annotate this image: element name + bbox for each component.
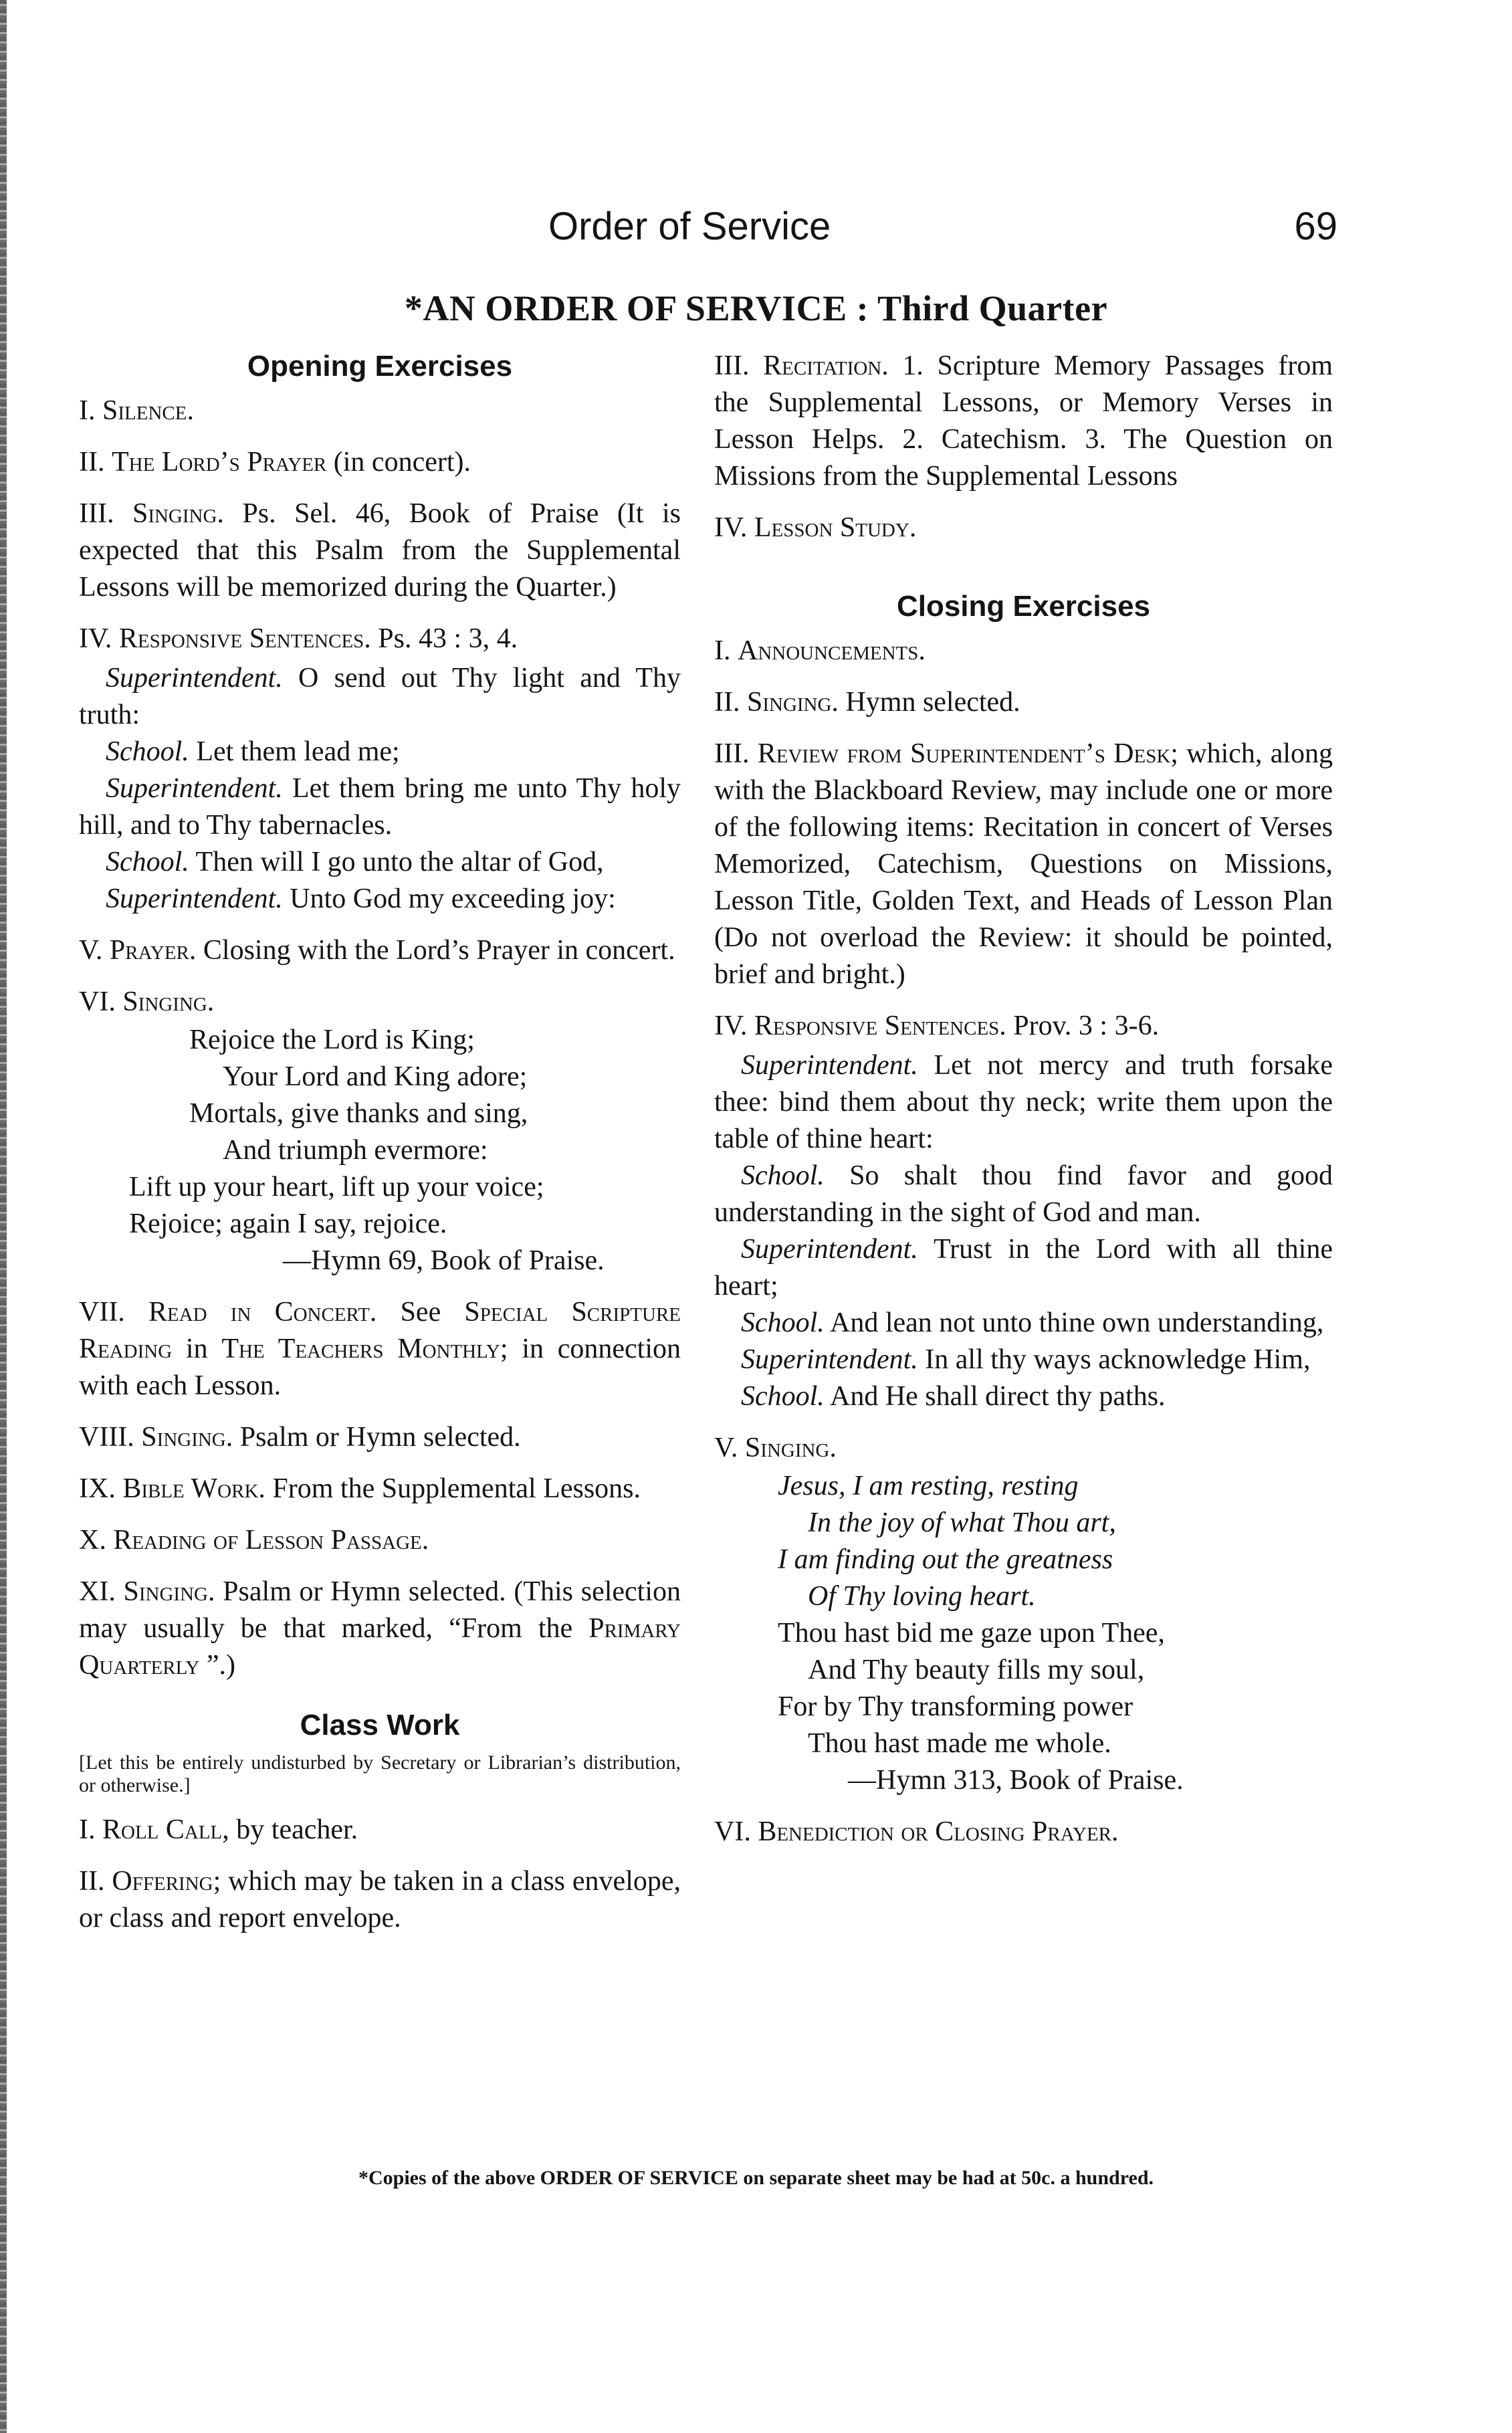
hymn-line: Jesus, I am resting, resting — [778, 1471, 1079, 1501]
closing-item-1: I. Announcements. — [714, 635, 926, 666]
closing-item-6: VI. Benediction or Closing Prayer. — [714, 1816, 1119, 1847]
opening-item-11: XI. Singing. Psalm or Hymn selected. (This selection may usually be that marked, “From the Primary Quarterly ”.) — [79, 1576, 681, 1681]
responsive-line: Superintendent. Trust in the Lord with all thine heart; — [714, 1234, 1333, 1301]
responsive-line: School. And He shall direct thy paths. — [741, 1381, 1166, 1412]
binding-edge — [0, 0, 7, 2433]
hymn-line: Thou hast made me whole. — [808, 1728, 1111, 1759]
hymn-line: Thou hast bid me gaze upon Thee, — [778, 1618, 1165, 1649]
opening-item-10: X. Reading of Lesson Passage. — [79, 1525, 429, 1556]
opening-item-2: II. The Lord’s Prayer (in concert). — [79, 447, 471, 478]
page-title: *AN ORDER OF SERVICE : Third Quarter — [404, 288, 1108, 328]
footnote: *Copies of the above ORDER OF SERVICE on separate sheet may be had at 50c. a hundred. — [358, 2167, 1154, 2189]
hymn-line: And triumph evermore: — [223, 1135, 488, 1166]
hymn-line: Lift up your heart, lift up your voice; — [129, 1172, 544, 1202]
hymn-line: Your Lord and King adore; — [223, 1061, 528, 1092]
hymn-citation: —Hymn 69, Book of Praise. — [283, 1245, 605, 1276]
lesson-study-item: IV. Lesson Study. — [714, 512, 917, 543]
hymn-line: For by Thy transforming power — [778, 1691, 1133, 1722]
closing-item-4: IV. Responsive Sentences. Prov. 3 : 3-6. — [714, 1011, 1160, 1041]
class-work-note: [Let this be entirely undisturbed by Secretary or Librarian’s distribution, or otherwise.] — [79, 1752, 681, 1796]
recitation-item: III. Recitation. 1. Scripture Memory Passages from the Supplemental Lessons, or Memory Verses in Lesson Helps. 2. Catechism. 3. The Question on Missions from the Supplemental Lessons — [714, 350, 1333, 492]
responsive-line: Superintendent. In all thy ways acknowledge Him, — [741, 1344, 1311, 1375]
opening-item-3: III. Singing. Ps. Sel. 46, Book of Praise (It is expected that this Psalm from the Supplemental Lessons will be memorized during the Quarter.) — [79, 498, 681, 603]
responsive-line: Superintendent. Let not mercy and truth forsake thee: bind them about thy neck; write them upon the table of thine heart: — [714, 1050, 1333, 1154]
responsive-line: Superintendent. Unto God my exceeding joy: — [106, 883, 616, 914]
closing-item-3: III. Review from Superintendent’s Desk; which, along with the Blackboard Review, may include one or more of the following items: Recitation in concert of Verses Memorized, Catechism, Questions on Missions, Lesson Title, Golden Text, and Heads of Lesson Plan (Do not overload the Review: it should be pointed, brief and bright.) — [714, 738, 1333, 990]
page-number: 69 — [1294, 205, 1337, 248]
responsive-line: Superintendent. Let them bring me unto Thy holy hill, and to Thy tabernacles. — [79, 773, 681, 841]
opening-item-8: VIII. Singing. Psalm or Hymn selected. — [79, 1422, 521, 1453]
closing-hymn — [714, 1468, 1333, 1799]
opening-item-1: I. Silence. — [79, 395, 194, 426]
responsive-line: School. Then will I go unto the altar of God, — [106, 847, 604, 877]
responsive-line: Superintendent. O send out Thy light and Thy truth: — [79, 663, 681, 730]
right-column — [714, 348, 1333, 1865]
hymn-line: And Thy beauty fills my soul, — [808, 1655, 1145, 1685]
closing-item-2: II. Singing. Hymn selected. — [714, 687, 1020, 718]
opening-item-9: IX. Bible Work. From the Supplemental Lessons. — [79, 1473, 641, 1504]
class-work-heading: Class Work — [300, 1709, 460, 1741]
class-work-item-1: I. Roll Call, by teacher. — [79, 1814, 358, 1845]
running-header — [548, 204, 1337, 257]
hymn-line: In the joy of what Thou art, — [808, 1507, 1116, 1538]
opening-responsive-sentences — [79, 660, 681, 918]
opening-hymn — [79, 1022, 681, 1279]
closing-exercises-heading: Closing Exercises — [896, 590, 1151, 623]
opening-item-4: IV. Responsive Sentences. Ps. 43 : 3, 4. — [79, 623, 518, 654]
responsive-line: School. And lean not unto thine own understanding, — [741, 1307, 1324, 1338]
hymn-line: Rejoice; again I say, rejoice. — [129, 1208, 447, 1239]
hymn-line: Of Thy loving heart. — [808, 1581, 1036, 1612]
opening-item-7: VII. Read in Concert. See Special Scripture Reading in The Teachers Monthly; in connection with each Lesson. — [79, 1297, 681, 1401]
hymn-citation: —Hymn 313, Book of Praise. — [848, 1765, 1184, 1796]
hymn-line: I am finding out the greatness — [778, 1544, 1113, 1575]
left-column — [79, 348, 681, 1951]
responsive-line: School. So shalt thou find favor and good understanding in the sight of God and man. — [714, 1160, 1333, 1228]
class-work-item-2: II. Offering; which may be taken in a class envelope, or class and report envelope. — [79, 1866, 681, 1933]
hymn-line: Mortals, give thanks and sing, — [189, 1098, 528, 1129]
opening-exercises-heading: Opening Exercises — [247, 350, 513, 383]
hymn-line: Rejoice the Lord is King; — [189, 1025, 475, 1055]
opening-item-5: V. Prayer. Closing with the Lord’s Prayer in concert. — [79, 935, 675, 966]
running-title: Order of Service — [548, 205, 831, 248]
closing-item-5: V. Singing. — [714, 1433, 837, 1463]
closing-responsive-sentences — [714, 1047, 1333, 1415]
opening-item-6: VI. Singing. — [79, 986, 215, 1017]
responsive-line: School. Let them lead me; — [106, 736, 400, 767]
